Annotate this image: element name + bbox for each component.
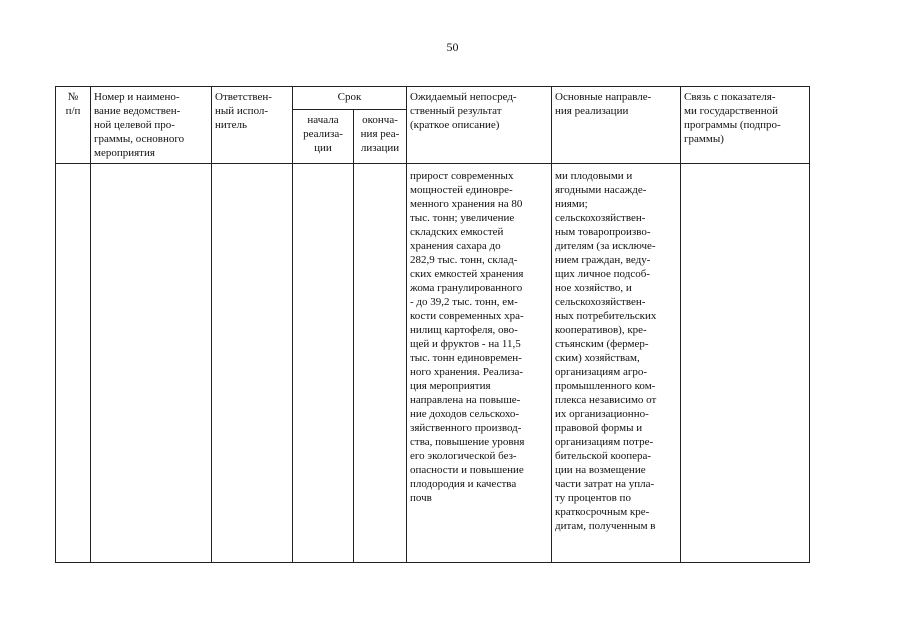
header-name: Номер и наимено- вание ведомствен- ной целевой про- граммы, основного мероприятия (91, 87, 212, 164)
table-row (56, 164, 810, 563)
header-expected: Ожидаемый непосред- ственный результат (краткое описание) (407, 87, 552, 164)
header-end: оконча- ния реа- лизации (354, 110, 407, 164)
cell-num (56, 164, 91, 563)
header-term: Срок (293, 87, 407, 110)
cell-link (681, 164, 810, 563)
header-num: № п/п (56, 87, 91, 164)
header-start: начала реализа- ции (293, 110, 354, 164)
cell-start (293, 164, 354, 563)
cell-directions: ми плодовыми и ягодными насажде- ниями; сельскохозяйствен- ным товаропроизво- дителям (за исключе- нием граждан, веду- щих личное подсоб- ное хозяйство, и сельскохозяйствен- ных потребительских кооперативов), кре- стьянским (фермер- ским) хозяйствам, организациям агро- промышленного ком- плекса независимо от их организационно- правовой формы и организациям потре- бительской коопера- ции на возмещение части затрат на упла- ту процентов по краткосрочным кре- дитам, полученным в (552, 164, 681, 563)
header-responsible: Ответствен- ный испол- нитель (212, 87, 293, 164)
measures-table (55, 86, 810, 563)
cell-end (354, 164, 407, 563)
header-link: Связь с показателя- ми государственной программы (подпро- граммы) (681, 87, 810, 164)
cell-responsible (212, 164, 293, 563)
cell-expected: прирост современных мощностей единовре- менного хранения на 80 тыс. тонн; увеличение складских емкостей хранения сахара до 282,9 тыс. тонн, склад- ских емкостей хранения жома гранулированного - до 39,2 тыс. тонн, ем- кости современных хра- нилищ картофеля, ово- щей и фруктов - на 11,5 тыс. тонн единовремен- ного хранения. Реализа- ция мероприятия направлена на повыше- ние доходов сельскохо- зяйственного производ- ства, повышение уровня его экологической без- опасности и повышение плодородия и качества почв (407, 164, 552, 563)
cell-name (91, 164, 212, 563)
page-number: 50 (446, 40, 459, 54)
header-directions: Основные направле- ния реализации (552, 87, 681, 164)
header-row-1 (56, 87, 810, 110)
